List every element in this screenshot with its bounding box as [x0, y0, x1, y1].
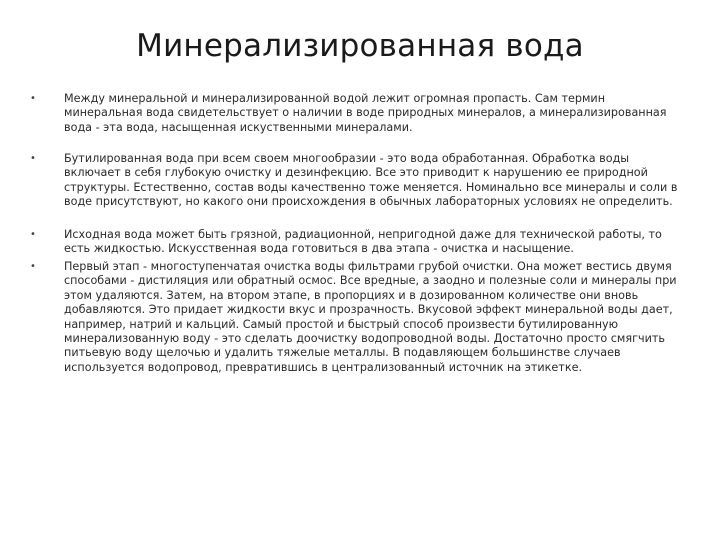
slide-title: Минерализированная вода — [136, 28, 584, 64]
bullet-icon: • — [30, 153, 36, 164]
paragraph-1: Между минеральной и минерализированной водой лежит огромная пропасть. Сам термин минеральная вода свидетельствует о наличии в воде природных минералов, а минерализированная вода - эта вода, насыщенная искуственными минералами. — [64, 92, 667, 134]
paragraph-4: Первый этап - многоступенчатая очистка воды фильтрами грубой очистки. Она может вестись двумя способами - дистиляция или обратный осмос. Все вредные, а заодно и полезные соли и минералы при этом удаляются. Затем, на втором этапе, в пропорциях и в дозированном количестве они вновь добавляются. Это придает жидкости вкус и прозрачность. Вкусовой эффект минеральной воды дает, например, натрий и кальций. Самый простой и быстрый способ произвести бутилированную минерализованную воду - это сделать доочистку водопроводной воды. Достаточно просто смягчить питьевую воду щелочью и удалить тяжелые металлы. В подавляющем большинстве случаев используется водопровод, превратившись в централизованный источник на этикетке. — [64, 260, 677, 374]
paragraph-3: Исходная вода может быть грязной, радиационной, непригодной даже для технической работы, то есть жидкостью. Искусственная вода готовиться в два этапа - очистка и насыщение. — [64, 228, 662, 256]
paragraph-2: Бутилированная вода при всем своем многообразии - это вода обработанная. Обработка воды включает в себя глубокую очистку и дезинфекцию. Все это приводит к нарушению ее природной структуры. Естественно, состав воды качественно тоже меняется. Номинально все минералы и соли в воде присутствуют, но какого они происхождения в обычных лабораторных условиях не определить. — [64, 152, 678, 209]
bullet-icon: • — [30, 261, 36, 272]
bullet-icon: • — [30, 229, 36, 240]
bullet-icon: • — [30, 93, 36, 104]
